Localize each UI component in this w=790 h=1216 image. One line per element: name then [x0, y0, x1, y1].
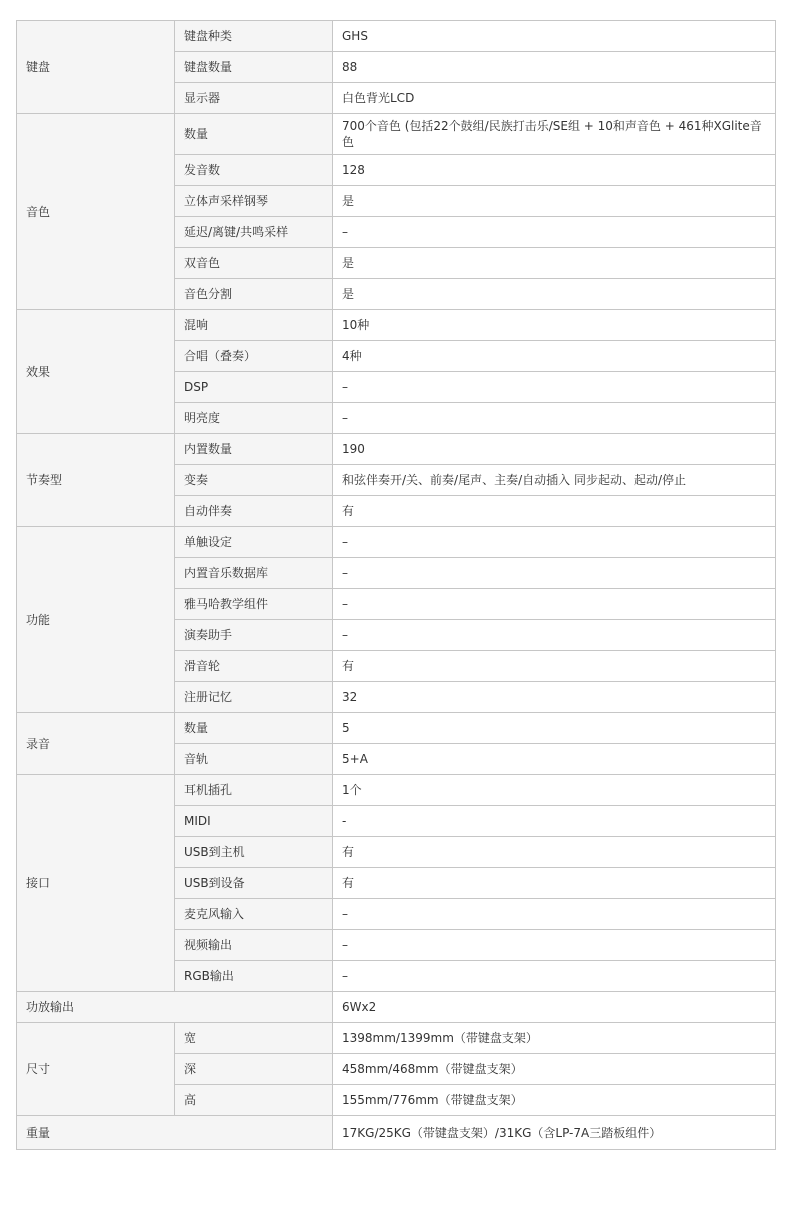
- spec-table-body: [17, 21, 776, 1150]
- feature-label: 演奏助手: [175, 620, 333, 651]
- feature-label: 键盘数量: [175, 52, 333, 83]
- feature-value: 88: [333, 52, 776, 83]
- feature-label: 明亮度: [175, 403, 333, 434]
- feature-label: 视频输出: [175, 930, 333, 961]
- feature-value: 是: [333, 186, 776, 217]
- spec-table: [16, 20, 776, 1150]
- feature-label: 延迟/离键/共鸣采样: [175, 217, 333, 248]
- feature-value: –: [333, 961, 776, 992]
- feature-label: 内置音乐数据库: [175, 558, 333, 589]
- feature-value: 是: [333, 248, 776, 279]
- feature-label: MIDI: [175, 806, 333, 837]
- feature-label: 键盘种类: [175, 21, 333, 52]
- feature-value: 5: [333, 713, 776, 744]
- feature-value: –: [333, 403, 776, 434]
- feature-value: GHS: [333, 21, 776, 52]
- feature-label: 自动伴奏: [175, 496, 333, 527]
- feature-label: 立体声采样钢琴: [175, 186, 333, 217]
- feature-label: 雅马哈教学组件: [175, 589, 333, 620]
- feature-value: 190: [333, 434, 776, 465]
- feature-value: 有: [333, 837, 776, 868]
- feature-label: 数量: [175, 713, 333, 744]
- feature-label: 高: [175, 1085, 333, 1116]
- feature-label: 音色分割: [175, 279, 333, 310]
- feature-value: –: [333, 217, 776, 248]
- spec-row: [17, 310, 776, 341]
- feature-value: 白色背光LCD: [333, 83, 776, 114]
- feature-value: 6Wx2: [333, 992, 776, 1023]
- feature-value: 458mm/468mm（带键盘支架）: [333, 1054, 776, 1085]
- feature-label: 内置数量: [175, 434, 333, 465]
- feature-value: 和弦伴奏开/关、前奏/尾声、主奏/自动插入 同步起动、起动/停止: [333, 465, 776, 496]
- feature-value: –: [333, 899, 776, 930]
- feature-value: 155mm/776mm（带键盘支架）: [333, 1085, 776, 1116]
- feature-value: –: [333, 527, 776, 558]
- category-label: 键盘: [17, 21, 175, 114]
- feature-value: 有: [333, 868, 776, 899]
- feature-label: DSP: [175, 372, 333, 403]
- feature-value: –: [333, 930, 776, 961]
- feature-label: 发音数: [175, 155, 333, 186]
- spec-row: [17, 992, 776, 1023]
- spec-row: [17, 1023, 776, 1054]
- category-label: 功能: [17, 527, 175, 713]
- feature-label: 混响: [175, 310, 333, 341]
- feature-value: 700个音色 (包括22个鼓组/民族打击乐/SE组 + 10和声音色 + 461种XGlite音色: [333, 114, 776, 155]
- feature-value: -: [333, 806, 776, 837]
- feature-label: 滑音轮: [175, 651, 333, 682]
- feature-value: 4种: [333, 341, 776, 372]
- feature-value: 是: [333, 279, 776, 310]
- feature-value: 10种: [333, 310, 776, 341]
- feature-label: 数量: [175, 114, 333, 155]
- category-label: 效果: [17, 310, 175, 434]
- spec-row: [17, 434, 776, 465]
- feature-value: 有: [333, 496, 776, 527]
- feature-label: RGB输出: [175, 961, 333, 992]
- category-label: 节奏型: [17, 434, 175, 527]
- feature-label: 注册记忆: [175, 682, 333, 713]
- feature-value: 1398mm/1399mm（带键盘支架）: [333, 1023, 776, 1054]
- feature-value: 32: [333, 682, 776, 713]
- category-label: 尺寸: [17, 1023, 175, 1116]
- feature-value: –: [333, 558, 776, 589]
- feature-label: USB到主机: [175, 837, 333, 868]
- spec-row: [17, 775, 776, 806]
- feature-label: 耳机插孔: [175, 775, 333, 806]
- category-label: 重量: [17, 1116, 333, 1150]
- feature-label: 音轨: [175, 744, 333, 775]
- feature-label: 显示器: [175, 83, 333, 114]
- feature-value: 1个: [333, 775, 776, 806]
- feature-label: 变奏: [175, 465, 333, 496]
- category-label: 接口: [17, 775, 175, 992]
- feature-value: –: [333, 589, 776, 620]
- feature-label: 宽: [175, 1023, 333, 1054]
- feature-label: 麦克风输入: [175, 899, 333, 930]
- feature-value: 5+A: [333, 744, 776, 775]
- category-label: 录音: [17, 713, 175, 775]
- feature-value: 17KG/25KG（带键盘支架）/31KG（含LP-7A三踏板组件）: [333, 1116, 776, 1150]
- category-label: 音色: [17, 114, 175, 310]
- category-label: 功放输出: [17, 992, 333, 1023]
- feature-label: 合唱（叠奏）: [175, 341, 333, 372]
- spec-row: [17, 1116, 776, 1150]
- feature-value: 128: [333, 155, 776, 186]
- spec-row: [17, 114, 776, 155]
- spec-row: [17, 21, 776, 52]
- feature-label: USB到设备: [175, 868, 333, 899]
- spec-row: [17, 713, 776, 744]
- feature-value: –: [333, 372, 776, 403]
- feature-label: 单触设定: [175, 527, 333, 558]
- feature-label: 双音色: [175, 248, 333, 279]
- spec-row: [17, 527, 776, 558]
- feature-value: –: [333, 620, 776, 651]
- feature-value: 有: [333, 651, 776, 682]
- feature-label: 深: [175, 1054, 333, 1085]
